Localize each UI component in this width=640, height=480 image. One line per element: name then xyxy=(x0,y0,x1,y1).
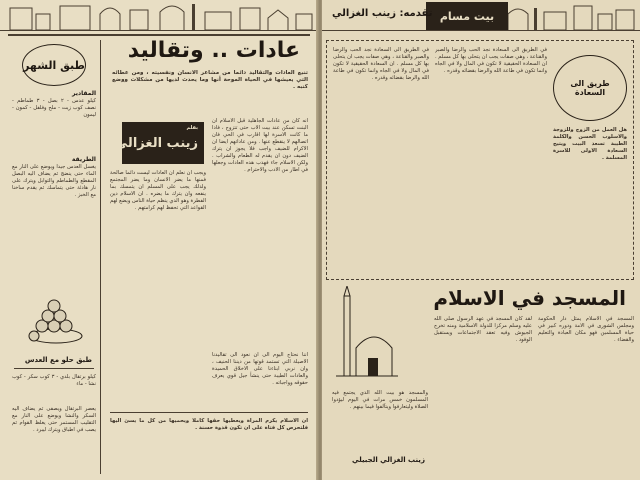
skyline-illustration xyxy=(0,0,318,30)
mosque-column-left: والمسجد هو بيت الله الذي يجتمع فيه المسلمون خمس مرات في اليوم ليؤدوا الصلاة وليتعارفوا ويتآلفوا فيما بينهم . xyxy=(332,390,428,410)
fruit-bowl-illustration xyxy=(26,288,86,348)
recipe-badge xyxy=(22,44,86,86)
author-banner xyxy=(114,122,204,164)
closing-rule xyxy=(110,412,308,413)
article-column-right: انه كان من عادات الجاهلية قبل الاسلام ان البنت تسكن عند بيت الاب حتى تتزوج ، فاذا ما كانت الاسرة لها اقارب في الحي فان اتصالهم لا ينقطع عنها . ومن عاداتهم ايضا ان الاكرام للضيف واجب فلا يجوز ان يترك الضيف دون ان يقدم له الطعام والشراب . ولكن الاسلام جاء فهذب هذه العادات وجعلها في اطار من الادب والاحترام . xyxy=(212,118,308,173)
article-column-right-lower: اننا نحتاج اليوم الى ان نعود الى تقاليدنا الاصيلة التي تستمد قوتها من ديننا الحنيف ، وان نربي ابناءنا على الاخلاق الحميدة والعادات الطيبة حتى ينشأ جيل قوي يعرف حقوقه وواجباته . xyxy=(212,352,308,386)
series-title: بيت مسام xyxy=(439,9,495,23)
box-badge xyxy=(553,55,627,121)
recipe-caption: طبق حلو مع العدس xyxy=(24,356,92,364)
method-title: الطريقة xyxy=(71,156,96,163)
mosque-column-right: المسجد في الاسلام يمثل دار الحكومة ومجلس الشورى في الامة ودوره كبير في حياة المسلمين فهو مكان العبادة والتعليم والقضاء . xyxy=(538,316,634,343)
happiness-box xyxy=(326,40,634,280)
header-rule xyxy=(8,34,310,36)
ingredients-title: المقادير xyxy=(72,90,96,97)
left-page xyxy=(0,0,318,480)
article-closing: ان الاسلام يكرم المرأة ويعطيها حقها كاملا ويحميها من كل ما يسئ اليها فلتحرص كل فتاة على ان تكون قدوة حسنة . xyxy=(110,418,308,431)
author-prefix: بقلم xyxy=(186,125,198,131)
left-header-skyline xyxy=(0,0,318,31)
header-byline: تقدمه: زينب الغزالي xyxy=(332,8,433,19)
mosque-column-middle: لقد كان المسجد في عهد الرسول صلى الله عليه وسلم مركزا للدولة الاسلامية ومنه تخرج الجيوش وفيه تعقد الاجتماعات ويستقبل الوفود . xyxy=(434,316,532,343)
method-2-text: يعصر البرتقال ويصفى ثم يضاف اليه السكر والنشا ويوضع على النار مع التقليب المستمر حتى يغلظ القوام ثم يصب في اطباق ويترك ليبرد . xyxy=(12,406,96,433)
ingredients-2-text: كيلو برتقال بلدي - ٣ كوب سكر - كوب نشا - ماء xyxy=(12,374,96,387)
caption-rule xyxy=(14,368,94,369)
article-column-left: ويجب ان نعلم ان العادات ليست دائما صالحة فمنها ما يضر الانسان وما يضر المجتمع ولذلك يجب على المسلم ان يتمسك بما ينفعه وان يترك ما يضره . ان الاسلام دين الفطرة وهو الذي ينظم حياة الناس ويضع لهم القواعد التي تحفظ لهم كرامتهم . xyxy=(110,170,206,211)
box-text-left: في الطريق الى السعادة نجد الحب والرضا والصبر والقناعة ، وهي صفات يجب ان يتحلى بها كل مسلم . ان السعادة الحقيقية لا تكون في المال ولا في الجاه وانما تكون في طاعة الله والرضا بقضائه وقدره . xyxy=(333,47,429,81)
right-page xyxy=(322,0,640,480)
article-intro: تنبع العادات والتقاليد دائما من مشاعر الانسان ونفسيته ، ومن عطائه التي يعيشها في الحياة الموحة أنها وما يحدث لديها من مشكلات ووضع كنبه . xyxy=(112,70,308,90)
recipe-section-title: طبق الشهر xyxy=(23,58,85,72)
box-points: هل العمل من الزوج وللزوجة والاسلوب الحسن والكلمة الطيبة تسعد البيت ويتيح السعادة الاولى للاسرة المسلمة . xyxy=(553,127,627,161)
box-text-middle: في الطريق الى السعادة نجد الحب والرضا والصبر والقناعة ، وهي صفات يجب ان يتحلى بها كل مسلم . ان السعادة الحقيقية لا تكون في المال ولا في الجاه وانما تكون في طاعة الله والرضا بقضائه وقدره . xyxy=(435,47,547,74)
mosque-article-title: المسجد في الاسلام xyxy=(433,286,626,310)
author-name: زينب الغزالي xyxy=(114,136,198,151)
box-title: طريق الى السعادة xyxy=(570,79,610,97)
mosque-signoff: زينب الغزالي الجبيلي xyxy=(352,456,425,464)
article-title: عادات .. وتقاليد xyxy=(127,38,300,63)
mosque-illustration xyxy=(332,286,400,386)
series-title-box xyxy=(426,2,508,30)
method-text: يغسل العدس جيدا ويوضع على النار مع الماء حتى ينضج ثم يضاف اليه البصل المقطع والطماطم والتوابل ويترك على نار هادئة حتى يتماسك ثم يقدم ساخنا مع الخبز . xyxy=(12,164,96,198)
recipe-column xyxy=(8,40,101,474)
ingredients-text: كيلو عدس - ٢ بصل - ٣ طماطم - نصف كوب زيت - ملح وفلفل - كمون - ليمون xyxy=(12,98,96,118)
